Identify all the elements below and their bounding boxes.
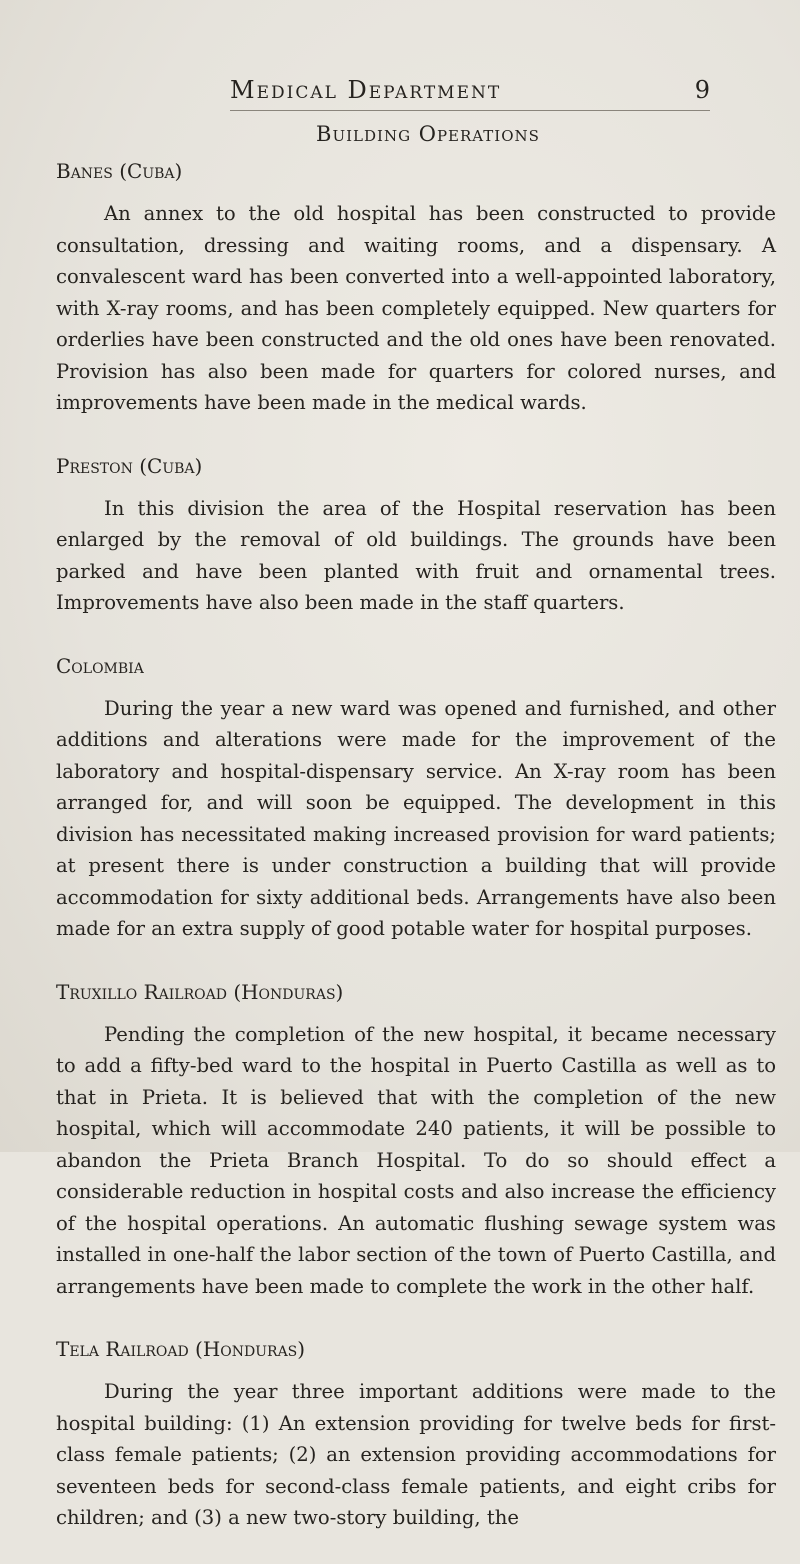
- paragraph-tela: During the year three important additions were made to the hospital building: (1) An extension providing for twelve beds for first-class female patients; (2) an extension providing accommodations for seventeen beds for second-class female patients, and eight cribs for children; and (3) a new two-story building, the: [56, 1380, 776, 1529]
- subsection-heading-tela: Tela Railroad (Honduras): [56, 1337, 306, 1361]
- paragraph-banes: An annex to the old hospital has been constructed to provide consultation, dressing and waiting rooms, and a dispensary. A convalescent ward has been converted into a well-appointed laboratory, with X-ray rooms, and has been completely equipped. New quarters for orderlies have been constructed and the old ones have been renovated. Provision has also been made for quarters for colored nurses, and improvements have been made in the medical wards.: [56, 202, 776, 414]
- paragraph-truxillo: Pending the completion of the new hospital, it became necessary to add a fifty-bed ward to the hospital in Puerto Castilla as well as to that in Prieta. It is believed that with the completion of the new hospital, which will accommodate 240 patients, it will be possible to abandon the Prieta Branch Hospital. To do so should effect a considerable reduction in hospital costs and also increase the efficiency of the hospital operations. An automatic flushing sewage system was installed in one-half the labor section of the town of Puerto Castilla, and arrangements have been made to complete the work in the other half.: [56, 1022, 776, 1298]
- page-number: 9: [694, 76, 710, 104]
- running-head-title: Medical Department: [230, 76, 502, 104]
- section-heading: Building Operations: [316, 122, 540, 146]
- subsection-heading-truxillo: Truxillo Railroad (Honduras): [56, 979, 344, 1004]
- running-head: [230, 76, 710, 111]
- subsection-heading-colombia: Colombia: [56, 653, 144, 678]
- paragraph-preston: In this division the area of the Hospital reservation has been enlarged by the removal of old buildings. The grounds have been parked and have been planted with fruit and ornamental trees. Improvements have also been made in the staff quarters.: [56, 496, 776, 614]
- paragraph-colombia: During the year a new ward was opened and furnished, and other additions and alterations were made for the improvement of the laboratory and hospital-dispensary service. An X-ray room has been arranged for, and will soon be equipped. The development in this division has necessitated making increased provision for ward patients; at present there is under construction a building that will provide accommodation for sixty additional beds. Arrangements have also been made for an extra supply of good potable water for hospital purposes.: [56, 696, 776, 940]
- subsection-heading-banes: Banes (Cuba): [56, 159, 183, 183]
- subsection-heading-preston: Preston (Cuba): [56, 453, 203, 478]
- content-body: [56, 154, 776, 1564]
